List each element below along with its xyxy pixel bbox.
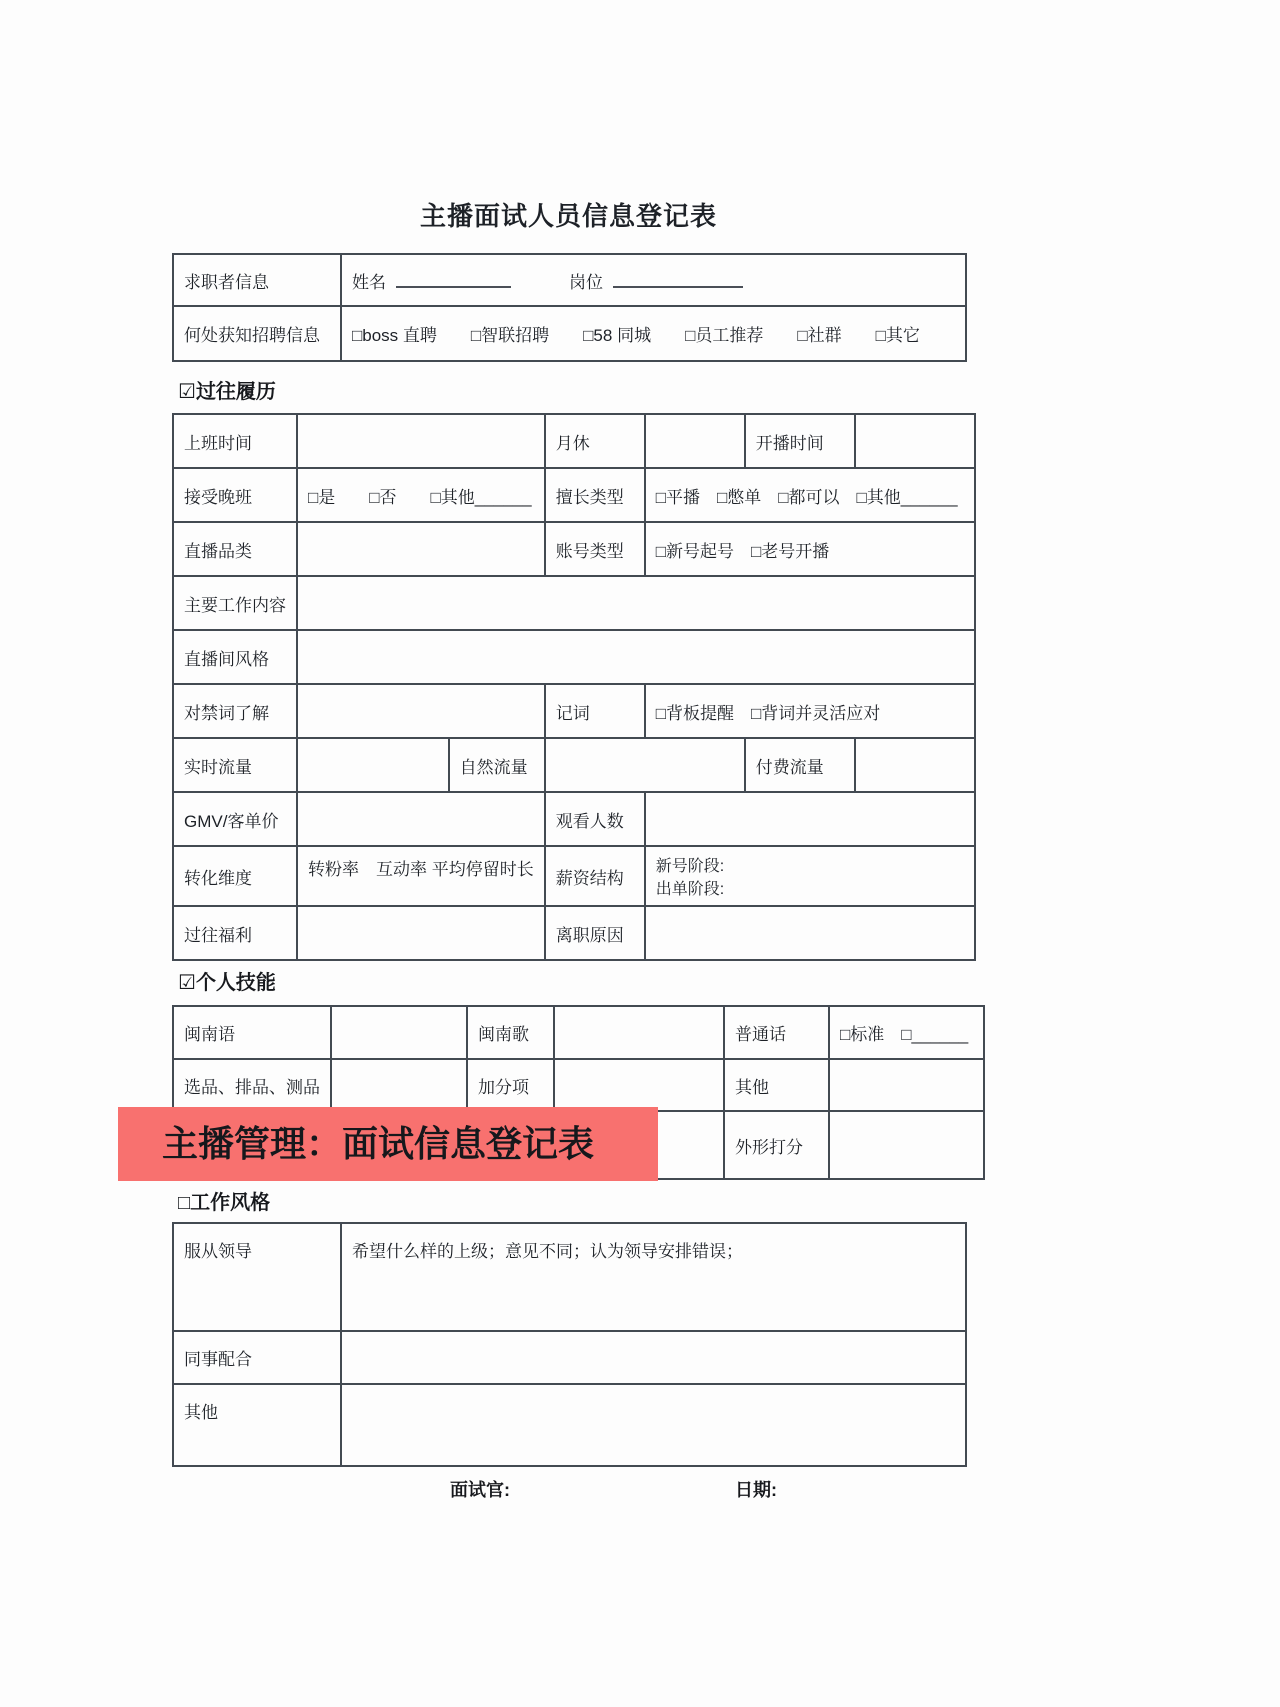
resignation-reason-label: 离职原因 — [545, 906, 645, 960]
main-work-content-label: 主要工作内容 — [173, 576, 297, 630]
name-blank-line — [396, 271, 511, 288]
table-row — [173, 468, 975, 522]
salary-order-stage: 出单阶段: — [655, 881, 725, 898]
table-row — [173, 522, 975, 576]
product-selection-label: 选品、排品、测品 — [173, 1059, 331, 1111]
organic-traffic-value — [545, 738, 745, 792]
gmv-value — [297, 792, 545, 846]
resignation-reason-value — [645, 906, 975, 960]
minnan-language-label: 闽南语 — [173, 1006, 331, 1059]
forbidden-words-value — [297, 684, 545, 738]
forbidden-words-label: 对禁词了解 — [173, 684, 297, 738]
table-row — [173, 630, 975, 684]
section-skills-label: 个人技能 — [195, 972, 276, 994]
table-row — [173, 576, 975, 630]
monthly-rest-label: 月休 — [545, 414, 645, 468]
conversion-metrics: 转粉率 互动率 平均停留时长 — [297, 846, 545, 906]
broadcast-start-time-value — [855, 414, 975, 468]
history-table — [172, 413, 976, 961]
section-style-title — [178, 1186, 270, 1215]
product-selection-value — [331, 1059, 467, 1111]
table-row — [173, 1006, 984, 1059]
page-title: 主播面试人员信息登记表 — [419, 201, 717, 231]
paid-traffic-label: 付费流量 — [745, 738, 855, 792]
table-row — [173, 1384, 966, 1466]
specialty-type-label: 擅长类型 — [545, 468, 645, 522]
table-row — [173, 414, 975, 468]
applicant-table — [172, 253, 967, 362]
applicant-info-label: 求职者信息 — [173, 254, 341, 306]
appearance-score-label: 外形打分 — [724, 1111, 829, 1179]
minnan-song-label: 闽南歌 — [467, 1006, 554, 1059]
other-skill-value — [829, 1059, 984, 1111]
realtime-traffic-value — [297, 738, 449, 792]
night-shift-options: □是 □否 □其他______ — [297, 468, 545, 522]
salary-structure-value — [645, 846, 975, 906]
table-row — [173, 684, 975, 738]
other-skill-label: 其他 — [724, 1059, 829, 1111]
viewers-value — [645, 792, 975, 846]
live-category-value — [297, 522, 545, 576]
main-work-content-value — [297, 576, 975, 630]
colleague-cooperation-label: 同事配合 — [173, 1331, 341, 1384]
recruitment-source-label: 何处获知招聘信息 — [173, 306, 341, 361]
position-label: 岗位 — [569, 272, 603, 292]
table-row — [173, 792, 975, 846]
minnan-song-value — [554, 1006, 724, 1059]
section-style-label: 工作风格 — [190, 1192, 271, 1214]
work-time-value — [297, 414, 545, 468]
date-label: 日期: — [735, 1480, 777, 1500]
other-style-value — [341, 1384, 966, 1466]
obey-leadership-label: 服从领导 — [173, 1223, 341, 1331]
night-shift-label: 接受晚班 — [173, 468, 297, 522]
past-benefits-label: 过往福利 — [173, 906, 297, 960]
table-row — [173, 906, 975, 960]
other-style-label: 其他 — [173, 1384, 341, 1466]
table-row — [173, 1059, 984, 1111]
script-memorize-label: 记词 — [545, 684, 645, 738]
bonus-skill-value — [554, 1059, 724, 1111]
viewers-label: 观看人数 — [545, 792, 645, 846]
organic-traffic-label: 自然流量 — [449, 738, 545, 792]
section-history-label: 过往履历 — [195, 381, 276, 403]
salary-new-account-stage: 新号阶段: — [655, 858, 725, 875]
mandarin-label: 普通话 — [724, 1006, 829, 1059]
table-row — [173, 306, 966, 361]
live-category-label: 直播品类 — [173, 522, 297, 576]
checked-checkbox-icon: ☑ — [178, 381, 196, 403]
checked-checkbox-icon: ☑ — [178, 972, 196, 994]
banner-text: 主播管理：面试信息登记表 — [162, 1123, 595, 1164]
gmv-label: GMV/客单价 — [173, 792, 297, 846]
work-time-label: 上班时间 — [173, 414, 297, 468]
name-position-cell — [341, 254, 966, 306]
paid-traffic-value — [855, 738, 975, 792]
colleague-cooperation-value — [341, 1331, 966, 1384]
specialty-type-options: □平播 □憋单 □都可以 □其他______ — [645, 468, 975, 522]
account-type-options: □新号起号 □老号开播 — [645, 522, 975, 576]
style-table — [172, 1222, 967, 1467]
script-memorize-options: □背板提醒 □背词并灵活应对 — [645, 684, 975, 738]
obey-leadership-value: 希望什么样的上级；意见不同；认为领导安排错误； — [341, 1223, 966, 1331]
account-type-label: 账号类型 — [545, 522, 645, 576]
appearance-score-value — [829, 1111, 984, 1179]
checkbox-icon: □ — [178, 1192, 191, 1214]
table-row — [173, 254, 966, 306]
past-benefits-value — [297, 906, 545, 960]
minnan-language-value — [331, 1006, 467, 1059]
broadcast-start-time-label: 开播时间 — [745, 414, 855, 468]
salary-structure-label: 薪资结构 — [545, 846, 645, 906]
conversion-label: 转化维度 — [173, 846, 297, 906]
table-row — [173, 846, 975, 906]
highlight-banner — [118, 1107, 658, 1181]
interviewer-label: 面试官: — [450, 1480, 510, 1500]
section-history-title — [178, 375, 276, 404]
table-row — [173, 1331, 966, 1384]
live-room-style-label: 直播间风格 — [173, 630, 297, 684]
signature-row — [0, 1476, 1280, 1506]
table-row — [173, 738, 975, 792]
section-skills-title — [178, 966, 276, 995]
position-blank-line — [613, 271, 743, 288]
table-row — [173, 1223, 966, 1331]
realtime-traffic-label: 实时流量 — [173, 738, 297, 792]
name-label: 姓名 — [352, 272, 386, 292]
bonus-skill-label: 加分项 — [467, 1059, 554, 1111]
live-room-style-value — [297, 630, 975, 684]
monthly-rest-value — [645, 414, 745, 468]
recruitment-source-options: □boss 直聘 □智联招聘 □58 同城 □员工推荐 □社群 □其它 — [341, 306, 966, 361]
mandarin-options: □标准 □______ — [829, 1006, 984, 1059]
